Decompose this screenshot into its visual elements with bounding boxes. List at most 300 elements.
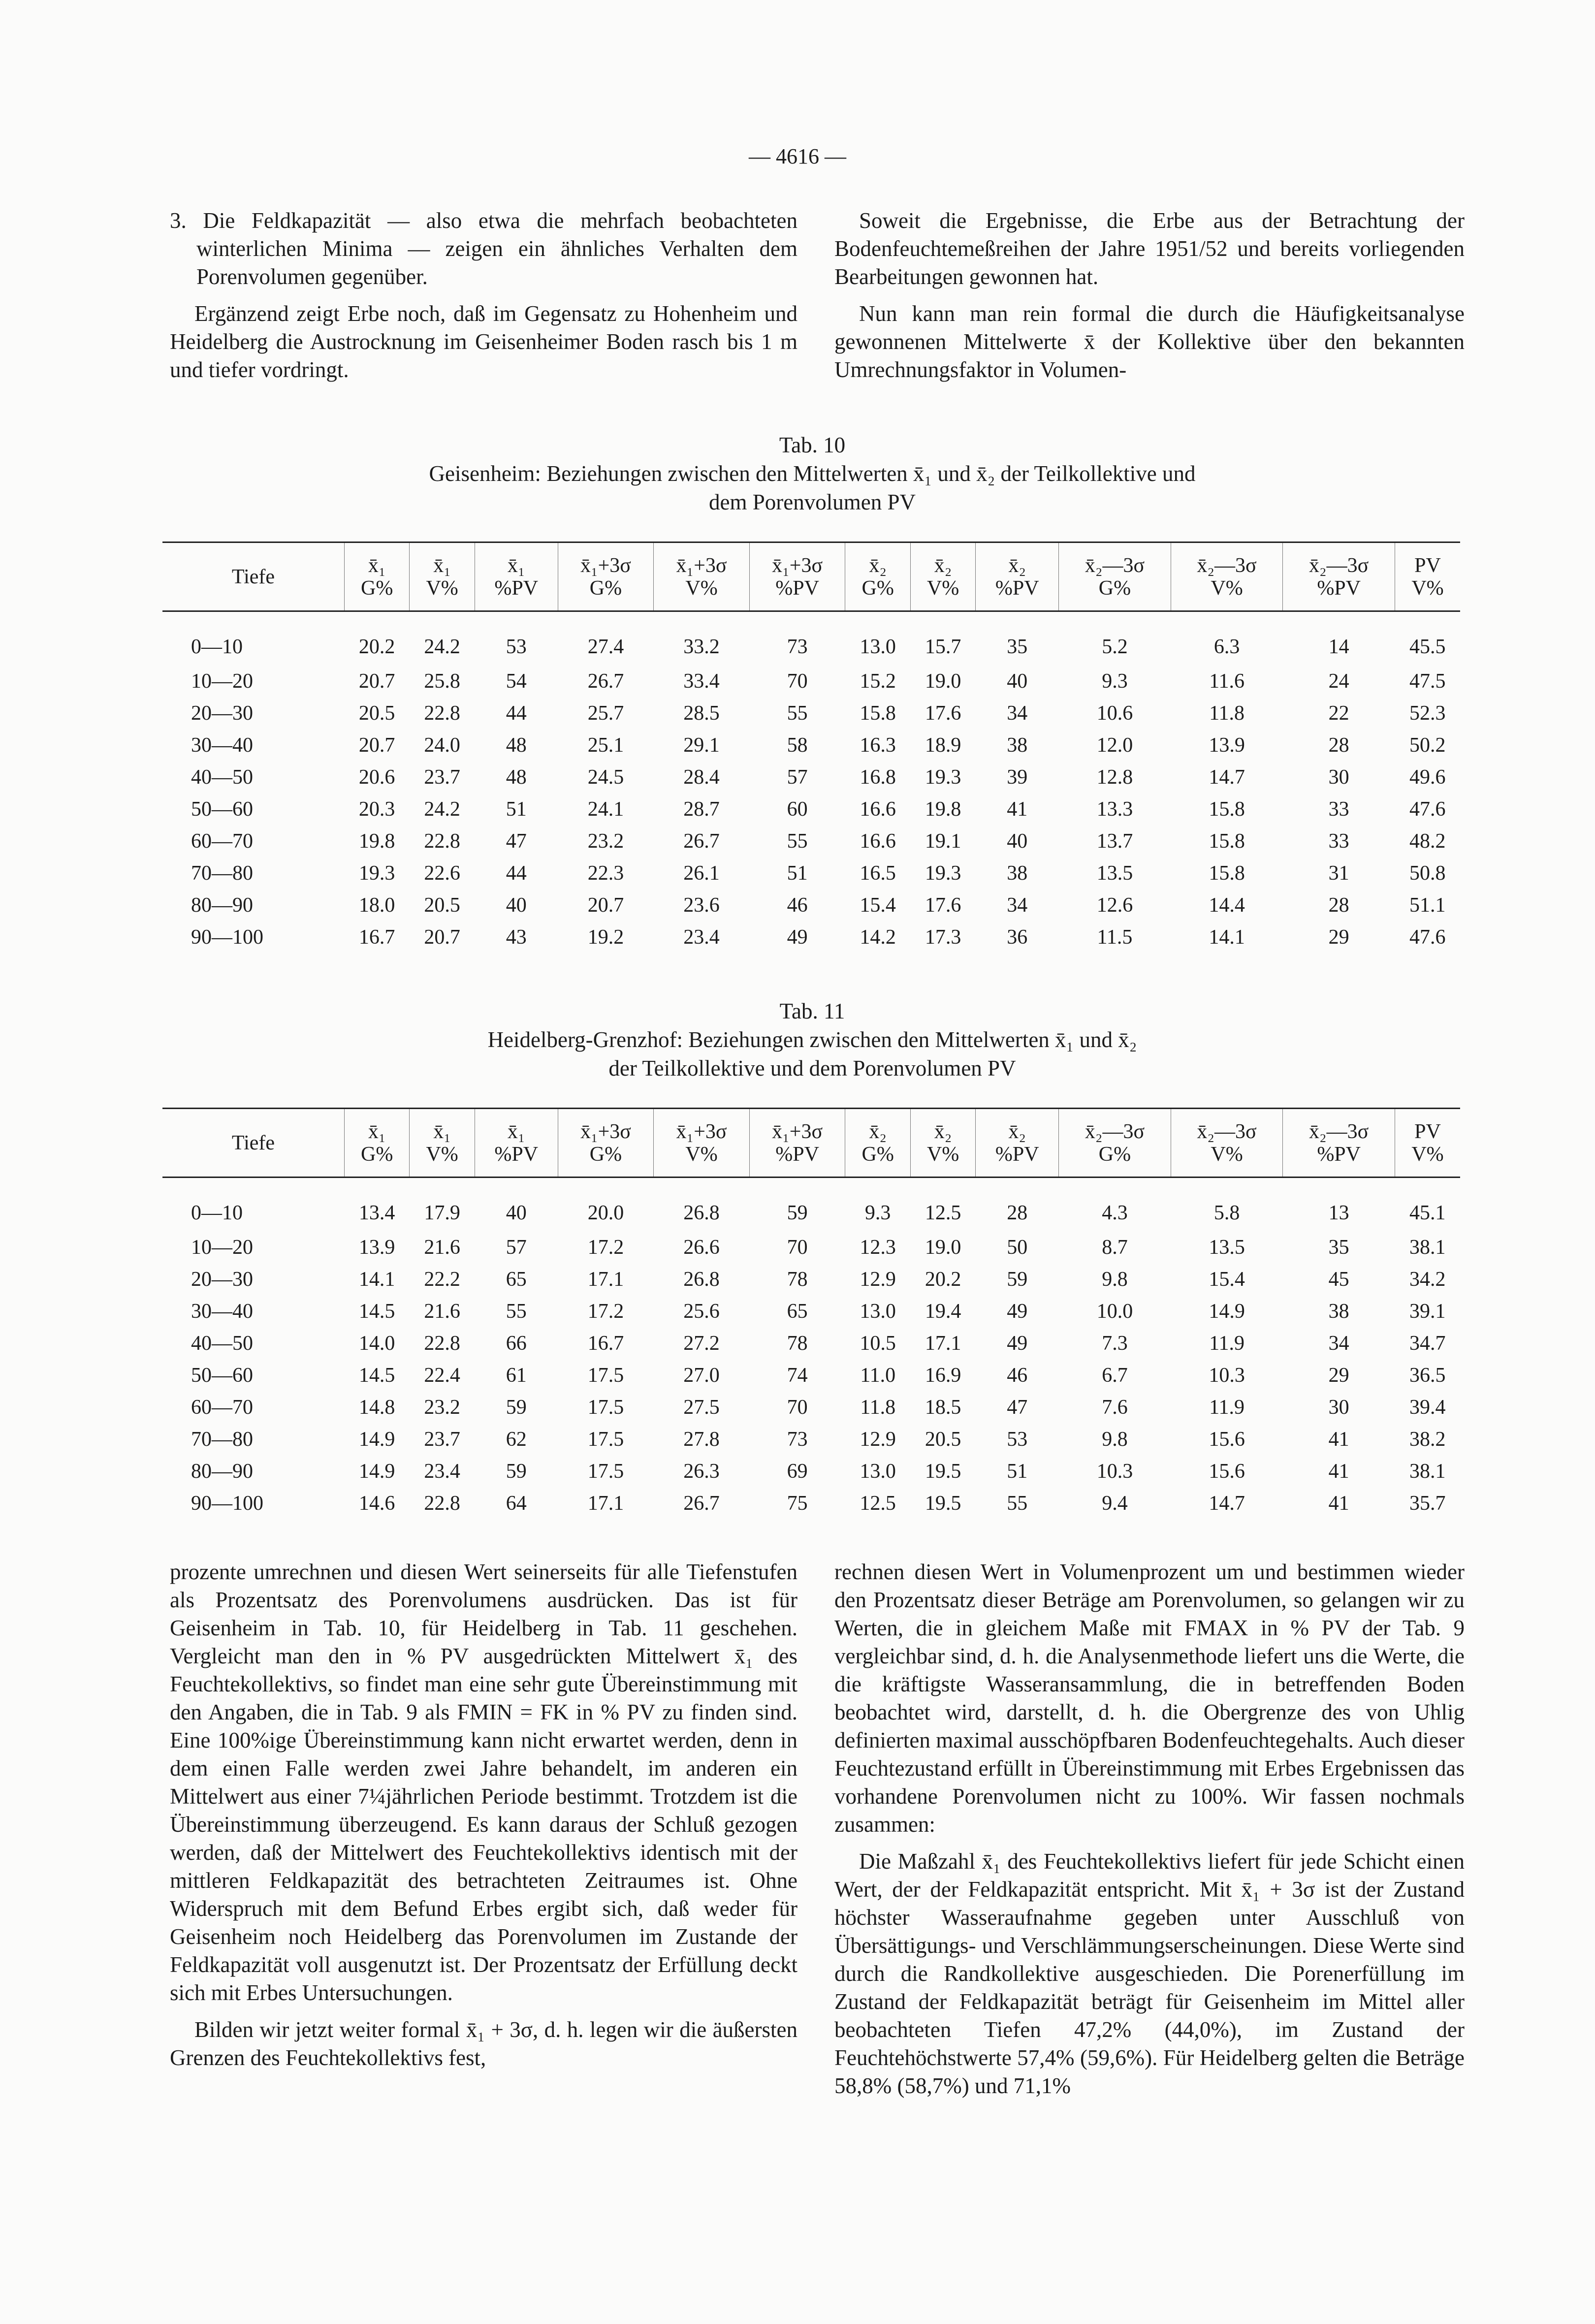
table-row: [162, 1456, 1460, 1488]
value-cell: 16.6: [860, 798, 896, 821]
header-line: %PV: [995, 1143, 1039, 1166]
value-cell: 16.9: [925, 1364, 961, 1387]
value-cell: 33: [1328, 830, 1349, 853]
header-line: G%: [1098, 1143, 1131, 1166]
value-cell: 70: [787, 1396, 808, 1419]
table-header-row: [162, 542, 1460, 611]
column-header: [558, 542, 654, 611]
table-row: [162, 794, 1460, 826]
value-cell: 12.9: [860, 1268, 896, 1291]
value-cell: 19.5: [925, 1492, 961, 1515]
header-line: G%: [589, 1143, 622, 1166]
header-line: x̄₁: [433, 554, 451, 577]
table-row: [162, 730, 1460, 762]
caption-line: dem Porenvolumen PV: [709, 490, 916, 514]
paragraph: prozente umrechnen und diesen Wert seinerseits für alle Tiefenstufen als Prozentsatz des Porenvolumens ausdrücken. Das ist für Geisenheim in Tab. 10, für Heidelberg in Tab. 11 geschehen. Vergleicht man den in % PV ausgedrückten Mittelwert x̄₁ des Feuchtekollektivs, so findet man eine sehr gute Übereinstimmung mit den Angaben, die in Tab. 9 als FMIN = FK in % PV zu finden sind. Eine 100%ige Übereinstimmung kann nicht erwartet werden, denn in dem einen Falle werden zwei Jahre behandelt, im anderen ein Mittelwert aus einer 7¼jährlichen Periode bestimmt. Trotzdem ist die Übereinstimmung überzeugend. Es kann daraus der Schluß gezogen werden, daß der Mittelwert des Feuchtekollektivs identisch mit der mittleren Feldkapazität des betrachteten Zeitraumes ist. Ohne Widerspruch mit dem Befund Erbes ergibt sich, daß weder für Geisenheim noch Heidelberg das Porenvolumen im Zustande der Feldkapazität voll ausgenutzt ist. Der Prozentsatz der Erfüllung deckt sich mit Erbes Untersuchungen.: [170, 1560, 798, 2005]
paragraph: rechnen diesen Wert in Volumenprozent um und bestimmen wieder den Prozentsatz dieser Beträge am Porenvolumen, so gelangen wir zu Werten, die in gleichem Maße mit FMAX in % PV der Tab. 9 vergleichbar sind, d. h. die Analysenmethode liefert uns die Werte, die die kräftigste Wasseransammlung, die in betreffenden Boden beobachtet wird, darstellt, d. h. die Obergrenze des von Uhlig definierten maximal ausschöpfbaren Bodenfeuchtegehalts. Auch dieser Feuchtezustand erfüllt in Übereinstimmung mit Erbes Ergebnissen das vorhandene Porenvolumen nicht zu 100%. Wir fassen nochmals zusammen:: [834, 1560, 1465, 1837]
column-header: [1059, 1109, 1171, 1178]
column-header: [475, 542, 558, 611]
header-line: G%: [861, 1143, 894, 1166]
header-line: x̄₁+3σ: [580, 1120, 631, 1143]
value-cell: 15.8: [1209, 862, 1245, 885]
header-line: G%: [589, 576, 622, 600]
value-cell: 26.3: [683, 1460, 720, 1483]
value-cell: 26.8: [683, 1202, 720, 1225]
value-cell: 14.8: [358, 1396, 395, 1419]
value-cell: 38: [1328, 1300, 1349, 1323]
value-cell: 23.4: [683, 926, 720, 949]
value-cell: 12.0: [1096, 734, 1133, 757]
column-header: [1059, 542, 1171, 611]
value-cell: 12.5: [860, 1492, 896, 1515]
table-row: [162, 858, 1460, 890]
value-cell: 66: [506, 1332, 527, 1355]
caption-line: der Teilkollektive und dem Porenvolumen PV: [608, 1056, 1016, 1081]
value-cell: 49.6: [1409, 766, 1446, 789]
value-cell: 13.0: [860, 1460, 896, 1483]
header-line: x̄₁+3σ: [772, 1120, 823, 1143]
value-cell: 78: [787, 1268, 808, 1291]
value-cell: 53: [1007, 1428, 1028, 1451]
value-cell: 11.9: [1209, 1396, 1245, 1419]
depth-cell: 10—20: [191, 1236, 253, 1259]
top-right-column: [834, 207, 1465, 384]
value-cell: 16.8: [860, 766, 896, 789]
value-cell: 30: [1328, 766, 1349, 789]
value-cell: 49: [1007, 1332, 1028, 1355]
table-row: [162, 762, 1460, 794]
header-line: V%: [1411, 576, 1444, 600]
value-cell: 59: [506, 1460, 527, 1483]
value-cell: 12.9: [860, 1428, 896, 1451]
value-cell: 51: [506, 798, 527, 821]
table-10-caption: [162, 431, 1462, 516]
header-line: %PV: [1317, 576, 1361, 600]
value-cell: 47.6: [1409, 926, 1446, 949]
value-cell: 10.3: [1209, 1364, 1245, 1387]
value-cell: 11.8: [860, 1396, 896, 1419]
value-cell: 25.8: [424, 670, 460, 693]
value-cell: 5.2: [1102, 636, 1128, 659]
header-line: G%: [1098, 576, 1131, 600]
value-cell: 23.2: [424, 1396, 460, 1419]
value-cell: 20.2: [925, 1268, 961, 1291]
table-row: [162, 826, 1460, 858]
column-header: [654, 542, 750, 611]
value-cell: 52.3: [1409, 702, 1446, 725]
value-cell: 50.2: [1409, 734, 1446, 757]
value-cell: 13.5: [1209, 1236, 1245, 1259]
value-cell: 14.4: [1209, 894, 1245, 917]
value-cell: 74: [787, 1364, 808, 1387]
value-cell: 9.3: [1102, 670, 1128, 693]
page-number: — 4616 —: [749, 144, 846, 168]
value-cell: 18.5: [925, 1396, 961, 1419]
value-cell: 26.6: [683, 1236, 720, 1259]
value-cell: 17.5: [587, 1396, 624, 1419]
table-row: [162, 1392, 1460, 1424]
value-cell: 19.3: [925, 862, 961, 885]
value-cell: 34.7: [1409, 1332, 1446, 1355]
value-cell: 7.3: [1102, 1332, 1128, 1355]
value-cell: 20.2: [358, 636, 395, 659]
value-cell: 26.7: [587, 670, 624, 693]
header-line: x̄₂—3σ: [1309, 554, 1369, 577]
value-cell: 17.1: [925, 1332, 961, 1355]
value-cell: 40: [506, 894, 527, 917]
paragraph: Ergänzend zeigt Erbe noch, daß im Gegensatz zu Hohenheim und Heidelberg die Austrocknung im Geisenheimer Boden rasch bis 1 m und tiefer vordringt.: [170, 301, 798, 382]
value-cell: 44: [506, 862, 527, 885]
value-cell: 27.5: [683, 1396, 720, 1419]
value-cell: 14: [1328, 636, 1349, 659]
value-cell: 15.6: [1209, 1428, 1245, 1451]
header-line: x̄₂—3σ: [1309, 1120, 1369, 1143]
value-cell: 29: [1328, 1364, 1349, 1387]
value-cell: 43: [506, 926, 527, 949]
value-cell: 17.2: [587, 1300, 624, 1323]
header-line: x̄₁+3σ: [772, 554, 823, 577]
value-cell: 53: [506, 636, 527, 659]
depth-cell: 30—40: [191, 1300, 253, 1323]
header-line: G%: [360, 1143, 393, 1166]
header-line: V%: [926, 1143, 959, 1166]
value-cell: 14.1: [358, 1268, 395, 1291]
value-cell: 15.8: [860, 702, 896, 725]
value-cell: 20.7: [358, 734, 395, 757]
value-cell: 21.6: [424, 1236, 460, 1259]
value-cell: 14.9: [1209, 1300, 1245, 1323]
value-cell: 38.1: [1409, 1460, 1446, 1483]
value-cell: 10.3: [1096, 1460, 1133, 1483]
header-line: x̄₂: [934, 554, 952, 577]
value-cell: 45.5: [1409, 636, 1446, 659]
value-cell: 47: [506, 830, 527, 853]
value-cell: 22.3: [587, 862, 624, 885]
value-cell: 34: [1328, 1332, 1349, 1355]
column-header: [410, 542, 475, 611]
value-cell: 30: [1328, 1396, 1349, 1419]
value-cell: 27.4: [587, 636, 624, 659]
value-cell: 13.7: [1096, 830, 1133, 853]
value-cell: 16.6: [860, 830, 896, 853]
table-row: [162, 1178, 1460, 1232]
column-header: [976, 542, 1059, 611]
value-cell: 7.6: [1102, 1396, 1128, 1419]
value-cell: 14.7: [1209, 766, 1245, 789]
value-cell: 13.5: [1096, 862, 1133, 885]
header-line: x̄₁: [433, 1120, 451, 1143]
value-cell: 28.4: [683, 766, 720, 789]
value-cell: 64: [506, 1492, 527, 1515]
value-cell: 50: [1007, 1236, 1028, 1259]
header-line: V%: [1411, 1143, 1444, 1166]
value-cell: 54: [506, 670, 527, 693]
table-number: Tab. 11: [779, 999, 845, 1023]
value-cell: 20.5: [358, 702, 395, 725]
value-cell: 24.2: [424, 636, 460, 659]
value-cell: 23.7: [424, 1428, 460, 1451]
value-cell: 17.9: [424, 1202, 460, 1225]
table-11-caption: [162, 997, 1462, 1082]
value-cell: 13.0: [860, 636, 896, 659]
value-cell: 16.7: [587, 1332, 624, 1355]
caption-line: Heidelberg-Grenzhof: Beziehungen zwischen den Mittelwerten x̄₁ und x̄₂: [487, 1027, 1137, 1052]
value-cell: 20.0: [587, 1202, 624, 1225]
value-cell: 15.4: [860, 894, 896, 917]
column-header: [1171, 1109, 1283, 1178]
value-cell: 19.0: [925, 670, 961, 693]
value-cell: 4.3: [1102, 1202, 1128, 1225]
value-cell: 10.0: [1096, 1300, 1133, 1323]
value-cell: 9.3: [864, 1202, 891, 1225]
value-cell: 12.6: [1096, 894, 1133, 917]
value-cell: 15.6: [1209, 1460, 1245, 1483]
value-cell: 35: [1328, 1236, 1349, 1259]
value-cell: 78: [787, 1332, 808, 1355]
value-cell: 26.8: [683, 1268, 720, 1291]
value-cell: 59: [787, 1202, 808, 1225]
value-cell: 14.1: [1209, 926, 1245, 949]
value-cell: 14.2: [860, 926, 896, 949]
column-header: [910, 1109, 975, 1178]
table-row: [162, 1424, 1460, 1456]
value-cell: 40: [506, 1202, 527, 1225]
value-cell: 33.2: [683, 636, 720, 659]
value-cell: 73: [787, 1428, 808, 1451]
table-row: [162, 1264, 1460, 1296]
depth-cell: 40—50: [191, 1332, 253, 1355]
depth-cell: 90—100: [191, 1492, 263, 1515]
value-cell: 23.2: [587, 830, 624, 853]
value-cell: 38: [1007, 734, 1028, 757]
header-line: x̄₂: [934, 1120, 952, 1143]
value-cell: 35: [1007, 636, 1028, 659]
value-cell: 19.8: [358, 830, 395, 853]
value-cell: 38.1: [1409, 1236, 1446, 1259]
value-cell: 17.6: [925, 894, 961, 917]
paragraph: Nun kann man rein formal die durch die Häufigkeitsanalyse gewonnenen Mittelwerte x̄ der Kollektive über den bekannten Umrechnungsfaktor in Volumen-: [834, 301, 1465, 382]
value-cell: 45: [1328, 1268, 1349, 1291]
value-cell: 17.1: [587, 1268, 624, 1291]
header-line: x̄₁+3σ: [676, 554, 727, 577]
value-cell: 55: [787, 702, 808, 725]
paragraph: 3. Die Feldkapazität — also etwa die mehrfach beobachteten winterlichen Minima — zeigen ein ähnliches Verhalten dem Porenvolumen gegenüber.: [170, 208, 798, 289]
value-cell: 31: [1328, 862, 1349, 885]
value-cell: 23.4: [424, 1460, 460, 1483]
paragraph: Bilden wir jetzt weiter formal x̄₁ + 3σ, d. h. legen wir die äußersten Grenzen des Feuchtekollektivs fest,: [170, 2017, 798, 2070]
value-cell: 14.9: [358, 1460, 395, 1483]
depth-cell: 80—90: [191, 894, 253, 917]
column-header: [749, 1109, 845, 1178]
value-cell: 17.5: [587, 1428, 624, 1451]
value-cell: 49: [787, 926, 808, 949]
depth-cell: 0—10: [191, 636, 243, 659]
value-cell: 17.2: [587, 1236, 624, 1259]
value-cell: 33.4: [683, 670, 720, 693]
value-cell: 23.7: [424, 766, 460, 789]
value-cell: 34: [1007, 702, 1028, 725]
value-cell: 24.0: [424, 734, 460, 757]
value-cell: 20.7: [424, 926, 460, 949]
value-cell: 39.1: [1409, 1300, 1446, 1323]
column-header: [910, 542, 975, 611]
value-cell: 28: [1328, 734, 1349, 757]
depth-cell: 20—30: [191, 702, 253, 725]
value-cell: 40: [1007, 830, 1028, 853]
value-cell: 41: [1007, 798, 1028, 821]
value-cell: 11.0: [860, 1364, 896, 1387]
value-cell: 9.8: [1102, 1428, 1128, 1451]
value-cell: 49: [1007, 1300, 1028, 1323]
depth-cell: 60—70: [191, 1396, 253, 1419]
column-header: [1395, 1109, 1460, 1178]
value-cell: 65: [787, 1300, 808, 1323]
value-cell: 13.3: [1096, 798, 1133, 821]
value-cell: 11.6: [1209, 670, 1245, 693]
value-cell: 19.3: [358, 862, 395, 885]
value-cell: 27.0: [683, 1364, 720, 1387]
column-header: [344, 1109, 409, 1178]
header-line: V%: [1211, 1143, 1243, 1166]
value-cell: 58: [787, 734, 808, 757]
header-line: x̄₁: [507, 554, 525, 577]
value-cell: 13.4: [358, 1202, 395, 1225]
table-10: [162, 541, 1460, 954]
value-cell: 65: [506, 1268, 527, 1291]
header-line: V%: [426, 576, 458, 600]
depth-cell: 0—10: [191, 1202, 243, 1225]
value-cell: 10.5: [860, 1332, 896, 1355]
value-cell: 12.8: [1096, 766, 1133, 789]
value-cell: 14.0: [358, 1332, 395, 1355]
value-cell: 25.7: [587, 702, 624, 725]
value-cell: 27.8: [683, 1428, 720, 1451]
value-cell: 13.9: [358, 1236, 395, 1259]
value-cell: 17.6: [925, 702, 961, 725]
column-header: [845, 542, 910, 611]
header-line: x̄₁+3σ: [580, 554, 631, 577]
value-cell: 24: [1328, 670, 1349, 693]
depth-cell: 50—60: [191, 798, 253, 821]
value-cell: 13: [1328, 1202, 1349, 1225]
caption-line: Geisenheim: Beziehungen zwischen den Mittelwerten x̄₁ und x̄₂ der Teilkollektive und: [429, 461, 1196, 486]
header-line: %PV: [494, 1143, 539, 1166]
value-cell: 22.2: [424, 1268, 460, 1291]
header-line: x̄₂: [1008, 1120, 1026, 1143]
value-cell: 33: [1328, 798, 1349, 821]
value-cell: 12.3: [860, 1236, 896, 1259]
paragraph: Die Maßzahl x̄₁ des Feuchtekollektivs liefert für jede Schicht einen Wert, der der Feldkapazität entspricht. Mit x̄₁ + 3σ ist der Zustand höchster Wasseraufnahme gegeben unter Ausschluß von Übersättigungs- und Verschlämmungserscheinungen. Diese Werte sind durch die Randkollektive ausgeschieden. Die Porenerfüllung im Zustand der Feldkapazität beträgt für Geisenheim im Mittel aller beobachteten Tiefen 47,2% (44,0%), im Zustand der Feuchtehöchstwerte 57,4% (59,6%). Für Heidelberg gelten die Beträge 58,8% (58,7%) und 71,1%: [834, 1849, 1465, 2098]
value-cell: 19.1: [925, 830, 961, 853]
value-cell: 51.1: [1409, 894, 1446, 917]
paragraph: Soweit die Ergebnisse, die Erbe aus der Betrachtung der Bodenfeuchtemeßreihen der Jahre 1951/52 und bereits vorliegenden Bearbeitungen gewonnen hat.: [834, 208, 1465, 289]
value-cell: 24.1: [587, 798, 624, 821]
column-header: [162, 542, 344, 611]
value-cell: 48: [506, 734, 527, 757]
value-cell: 6.3: [1213, 636, 1240, 659]
value-cell: 14.5: [358, 1300, 395, 1323]
header-line: V%: [926, 576, 959, 600]
value-cell: 14.9: [358, 1428, 395, 1451]
header-line: V%: [685, 576, 718, 600]
column-header: [749, 542, 845, 611]
header-line: PV: [1414, 554, 1441, 577]
table-row: [162, 1296, 1460, 1328]
value-cell: 46: [1007, 1364, 1028, 1387]
value-cell: 40: [1007, 670, 1028, 693]
value-cell: 59: [506, 1396, 527, 1419]
value-cell: 38: [1007, 862, 1028, 885]
value-cell: 9.4: [1102, 1492, 1128, 1515]
value-cell: 41: [1328, 1492, 1349, 1515]
value-cell: 19.4: [925, 1300, 961, 1323]
value-cell: 19.0: [925, 1236, 961, 1259]
table-11: [162, 1108, 1460, 1520]
value-cell: 75: [787, 1492, 808, 1515]
value-cell: 19.2: [587, 926, 624, 949]
value-cell: 17.1: [587, 1492, 624, 1515]
table-row: [162, 611, 1460, 666]
column-header: [1395, 542, 1460, 611]
header-line: x̄₁: [368, 1120, 386, 1143]
value-cell: 23.6: [683, 894, 720, 917]
value-cell: 41: [1328, 1460, 1349, 1483]
value-cell: 62: [506, 1428, 527, 1451]
value-cell: 20.7: [358, 670, 395, 693]
header-line: x̄₂—3σ: [1197, 1120, 1257, 1143]
value-cell: 57: [506, 1236, 527, 1259]
column-header: [558, 1109, 654, 1178]
column-header: [1283, 542, 1395, 611]
value-cell: 13.9: [1209, 734, 1245, 757]
value-cell: 20.6: [358, 766, 395, 789]
value-cell: 36.5: [1409, 1364, 1446, 1387]
header-line: PV: [1414, 1120, 1441, 1143]
header-line: Tiefe: [231, 565, 275, 588]
value-cell: 25.1: [587, 734, 624, 757]
value-cell: 15.4: [1209, 1268, 1245, 1291]
header-line: x̄₂—3σ: [1085, 1120, 1145, 1143]
value-cell: 9.8: [1102, 1268, 1128, 1291]
value-cell: 34: [1007, 894, 1028, 917]
value-cell: 28: [1007, 1202, 1028, 1225]
value-cell: 17.5: [587, 1460, 624, 1483]
value-cell: 22.8: [424, 1492, 460, 1515]
value-cell: 45.1: [1409, 1202, 1446, 1225]
value-cell: 20.3: [358, 798, 395, 821]
value-cell: 22.8: [424, 830, 460, 853]
value-cell: 55: [787, 830, 808, 853]
value-cell: 29.1: [683, 734, 720, 757]
column-header: [410, 1109, 475, 1178]
value-cell: 39.4: [1409, 1396, 1446, 1419]
table-header-row: [162, 1109, 1460, 1178]
value-cell: 11.9: [1209, 1332, 1245, 1355]
header-line: %PV: [995, 576, 1039, 600]
value-cell: 20.5: [925, 1428, 961, 1451]
value-cell: 51: [1007, 1460, 1028, 1483]
value-cell: 36: [1007, 926, 1028, 949]
value-cell: 70: [787, 1236, 808, 1259]
value-cell: 20.7: [587, 894, 624, 917]
value-cell: 22.8: [424, 1332, 460, 1355]
header-line: x̄₁: [368, 554, 386, 577]
column-header: [976, 1109, 1059, 1178]
column-header: [162, 1109, 344, 1178]
value-cell: 25.6: [683, 1300, 720, 1323]
value-cell: 61: [506, 1364, 527, 1387]
header-line: G%: [861, 576, 894, 600]
